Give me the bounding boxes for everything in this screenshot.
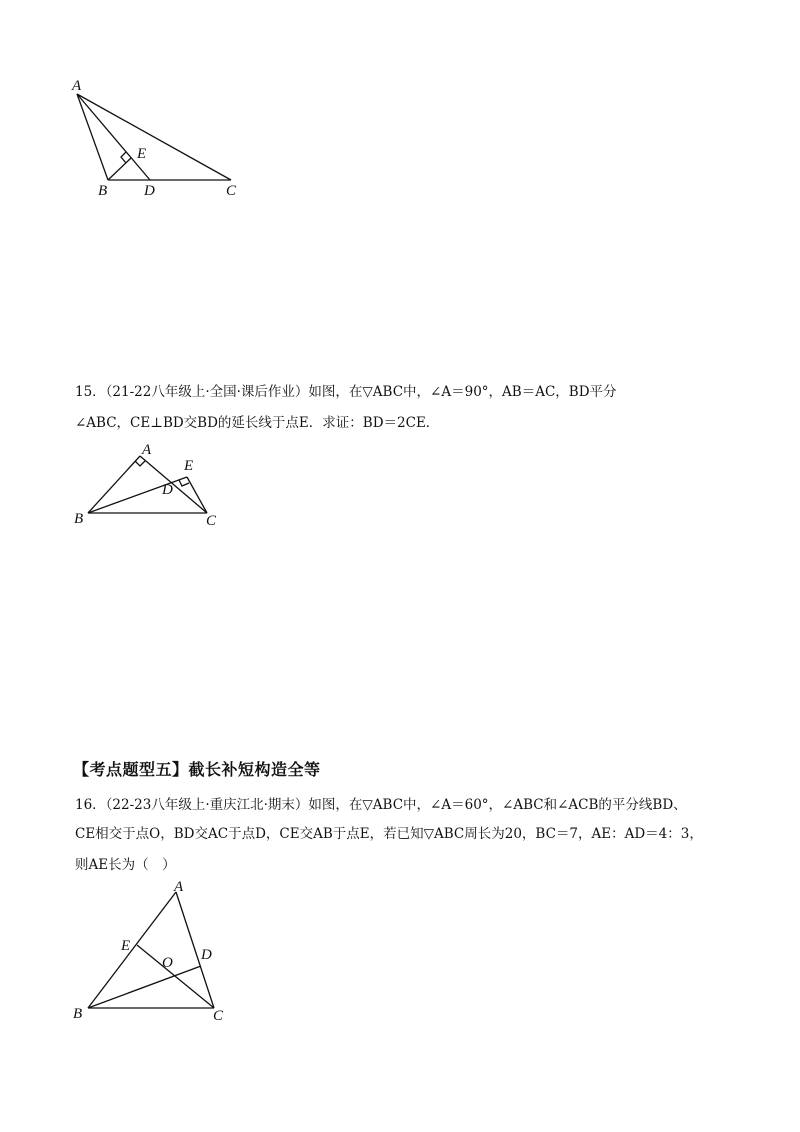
label-d: D [162,482,173,498]
label-c: C [226,183,237,199]
label-a: A [174,880,184,895]
segment-be [108,158,131,180]
figure-triangle-q15 [70,440,230,535]
right-angle-mark-a [135,461,145,466]
label-e: E [137,146,147,162]
segment-ac [140,456,207,513]
segment-bd [88,966,201,1008]
segment-ac [77,94,231,180]
label-a: A [142,442,152,458]
label-c: C [213,1008,224,1024]
label-c: C [206,513,217,529]
q16-line-2: CE相交于点O，BD交AC于点D，CE交AB于点E，若已知▽ABC周长为20，BC＝7，AE：AD＝4：3， [75,826,703,842]
segment-ec [187,477,207,513]
figure-q15-svg [70,440,230,535]
right-angle-mark-e [179,480,189,486]
label-o: O [162,955,173,971]
figure-triangle-q16 [70,880,240,1025]
segment-ab [88,456,140,513]
label-b: B [74,511,84,527]
right-angle-mark [121,152,126,163]
q15-line-1: 15．（21-22八年级上·全国·课后作业）如图，在▽ABC中，∠A＝90°，AB＝AC，BD平分 [75,384,617,400]
label-d: D [144,183,155,199]
q15-line-2: ∠ABC，CE⊥BD交BD的延长线于点E．求证：BD＝2CE． [75,415,440,431]
label-d: D [201,947,212,963]
label-e: E [184,458,194,474]
figure-q16-svg [70,880,240,1025]
q16-line-1: 16．（22-23八年级上·重庆江北·期末）如图，在▽ABC中，∠A＝60°，∠ABC和∠ACB的平分线BD、 [75,797,687,813]
segment-ab [88,892,176,1008]
figure-1-svg [60,70,260,200]
label-e: E [121,938,131,954]
segment-ab [77,94,108,180]
q16-line-3: 则AE长为（ ） [75,857,176,873]
segment-ad [77,94,150,180]
section-heading: 【考点题型五】截长补短构造全等 [73,760,321,779]
figure-triangle-1 [60,70,260,200]
label-a: A [72,78,82,94]
label-b: B [98,183,108,199]
label-b: B [73,1006,83,1022]
